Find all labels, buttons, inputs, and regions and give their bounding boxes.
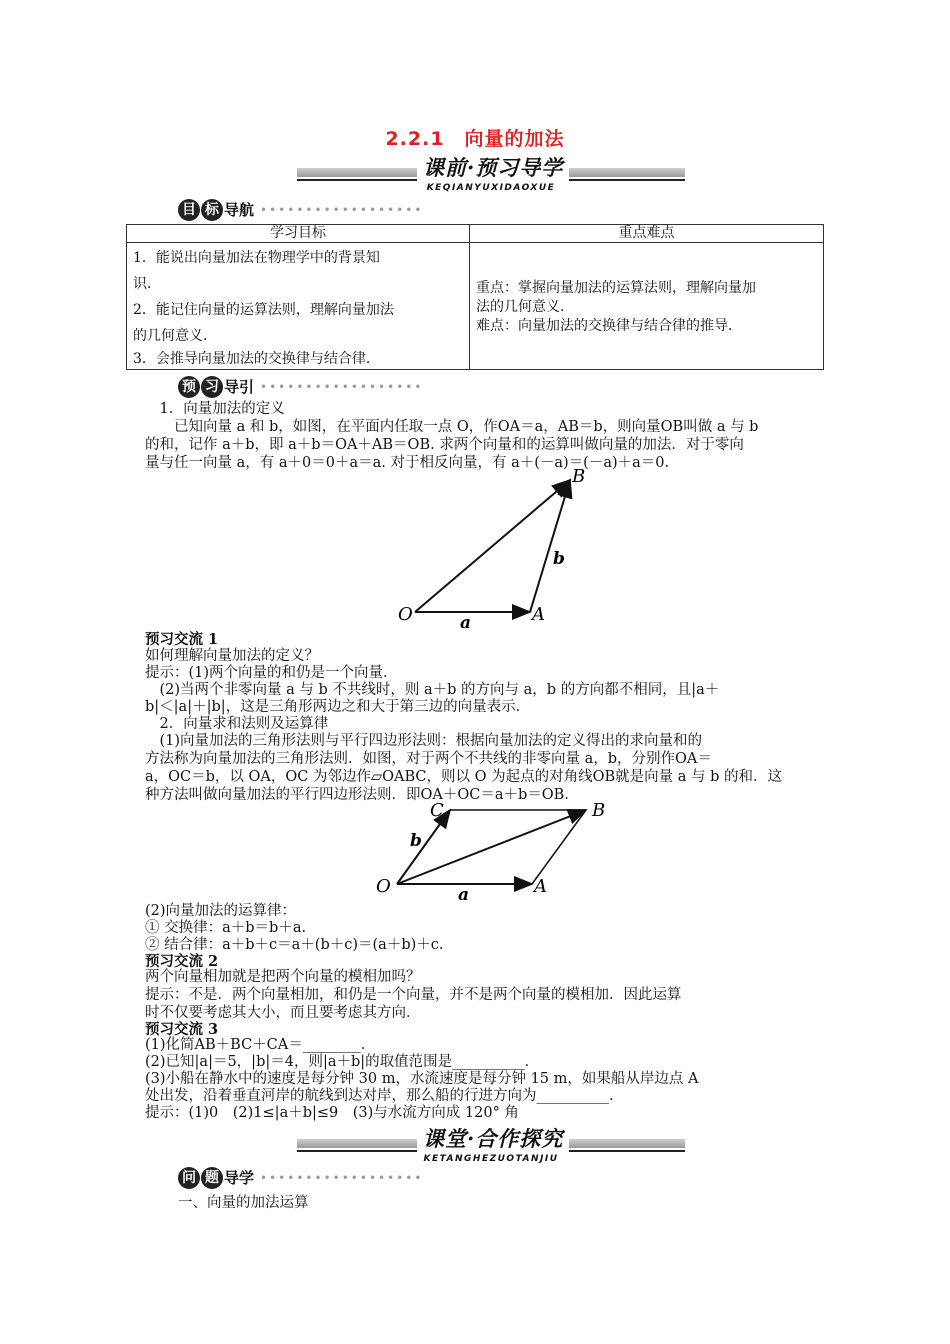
- preview-exchange-1-heading: 预习交流 1: [145, 631, 219, 648]
- point-O-label: O: [398, 604, 413, 625]
- parallelogram-rule-figure: [372, 796, 620, 906]
- section-question-label: 导学: [224, 1169, 255, 1187]
- section-goal: 目 标 导航 ••••••••••••••••••: [178, 199, 423, 221]
- goals-header: 学习目标: [127, 225, 470, 243]
- point-B-label: B: [572, 466, 586, 487]
- text-line: 提示：(1)0 (2)1≤|a＋b|≤9 (3)与水流方向成 120° 角: [145, 1105, 519, 1121]
- section-preview: 预 习 导引 ••••••••••••••••••: [178, 376, 423, 398]
- vector-b-label: b: [553, 549, 565, 569]
- point-C-label: C: [430, 800, 444, 821]
- vector-b-label: b: [410, 831, 422, 851]
- text-line: 2．向量求和法则及运算律: [145, 716, 329, 732]
- banner-classroom: [297, 1123, 685, 1164]
- point-B-label: B: [592, 800, 606, 821]
- text-line: (3)小船在静水中的速度是每分钟 30 m，水流速度是每分钟 15 m，如果船从岸边点 A: [145, 1071, 699, 1087]
- banner-classroom-title: 课堂·合作探究: [417, 1123, 569, 1153]
- text-line: 如何理解向量加法的定义？: [145, 648, 319, 664]
- goals-cell: 1．能说出向量加法在物理学中的背景知 识． 2．能记住向量的运算法则，理解向量加法 的几何意义． 3．会推导向量加法的交换律与结合律．: [127, 243, 470, 370]
- section-preview-char2: 习: [201, 376, 223, 398]
- text-line: (1)向量加法的三角形法则与平行四边形法则：根据向量加法的定义得出的求向量和的: [145, 733, 703, 749]
- text-line: (1)化简AB＋BC＋CA＝________．: [145, 1037, 376, 1053]
- vector-a-label: a: [458, 885, 470, 905]
- banner-preview-title: 课前·预习导学: [417, 152, 569, 182]
- section-goal-label: 导航: [224, 201, 255, 219]
- banner-classroom-sub: KETANGHEZUOTANJIU: [423, 1154, 559, 1164]
- section-goal-char1: 目: [178, 199, 200, 221]
- section-preview-label: 导引: [224, 378, 255, 396]
- text-line: 已知向量 a 和 b，如图，在平面内任取一点 O，作OA＝a，AB＝b，则向量OB叫做 a 与 b: [145, 419, 759, 435]
- text-line: 时不仅要考虑其大小，而且要考虑其方向．: [145, 1005, 421, 1021]
- text-line: (2)已知|a|＝5，|b|＝4，则|a＋b|的取值范围是__________．: [145, 1054, 540, 1070]
- section-question-char1: 问: [178, 1167, 200, 1189]
- text-line: 提示：不是．两个向量相加，和仍是一个向量，并不是两个向量的模相加．因此运算: [145, 987, 682, 1003]
- text-line: (2)当两个非零向量 a 与 b 不共线时，则 a＋b 的方向与 a，b 的方向都不相同，且|a＋: [145, 682, 720, 698]
- text-line: ① 交换律：a＋b＝b＋a.: [145, 920, 307, 936]
- text-line: (2)向量加法的运算律：: [145, 903, 297, 919]
- point-A-label: A: [532, 604, 545, 625]
- banner-preview-sub: KEQIANYUXIDAOXUE: [426, 183, 556, 193]
- text-line: 方法称为向量加法的三角形法则．如图，对于两个不共线的非零向量 a，b，分别作OA＝: [145, 751, 712, 767]
- goals-table: [126, 224, 824, 370]
- text-line: 提示：(1)两个向量的和仍是一个向量．: [145, 665, 398, 681]
- text-line: a，OC＝b，以 OA，OC 为邻边作▱OABC，则以 O 为起点的对角线OB就是向量 a 与 b 的和．这: [145, 769, 783, 785]
- text-line: 1．向量加法的定义: [145, 401, 285, 417]
- subsection-heading: 一、向量的加法运算: [178, 1195, 309, 1211]
- section-preview-char1: 预: [178, 376, 200, 398]
- text-line: 的和，记作 a＋b，即 a＋b＝OA＋AB＝OB. 求两个向量和的运算叫做向量的加法．对于零向: [145, 437, 744, 453]
- section-goal-char2: 标: [201, 199, 223, 221]
- text-line: 处出发，沿着垂直河岸的航线到达对岸，那么船的行进方向为__________．: [145, 1088, 624, 1104]
- banner-preview: [297, 152, 685, 193]
- text-line: 种方法叫做向量加法的平行四边形法则．即OA＋OC＝a＋b＝OB.: [145, 787, 569, 803]
- vector-a-label: a: [460, 613, 472, 632]
- section-question: 问 题 导学 ••••••••••••••••••: [178, 1167, 423, 1189]
- preview-exchange-2-heading: 预习交流 2: [145, 953, 219, 970]
- section-question-char2: 题: [201, 1167, 223, 1189]
- text-line: ② 结合律：a＋b＋c＝a＋(b＋c)＝(a＋b)＋c.: [145, 937, 444, 953]
- text-line: 量与任一向量 a，有 a＋0＝0＋a＝a. 对于相反向量，有 a＋(－a)＝(－a)＋a＝0.: [145, 455, 670, 471]
- focus-header: 重点难点: [470, 225, 824, 243]
- point-O-label: O: [376, 876, 391, 897]
- point-A-label: A: [534, 876, 547, 897]
- text-line: 两个向量相加就是把两个向量的模相加吗？: [145, 969, 421, 985]
- triangle-rule-figure: [380, 466, 620, 632]
- text-line: b|＜|a|＋|b|，这是三角形两边之和大于第三边的向量表示．: [145, 699, 531, 715]
- focus-cell: 重点：掌握向量加法的运算法则，理解向量加 法的几何意义． 难点：向量加法的交换律与结合律的推导．: [470, 243, 824, 370]
- preview-exchange-3-heading: 预习交流 3: [145, 1021, 219, 1038]
- page-title: 2.2.1 向量的加法: [385, 128, 565, 150]
